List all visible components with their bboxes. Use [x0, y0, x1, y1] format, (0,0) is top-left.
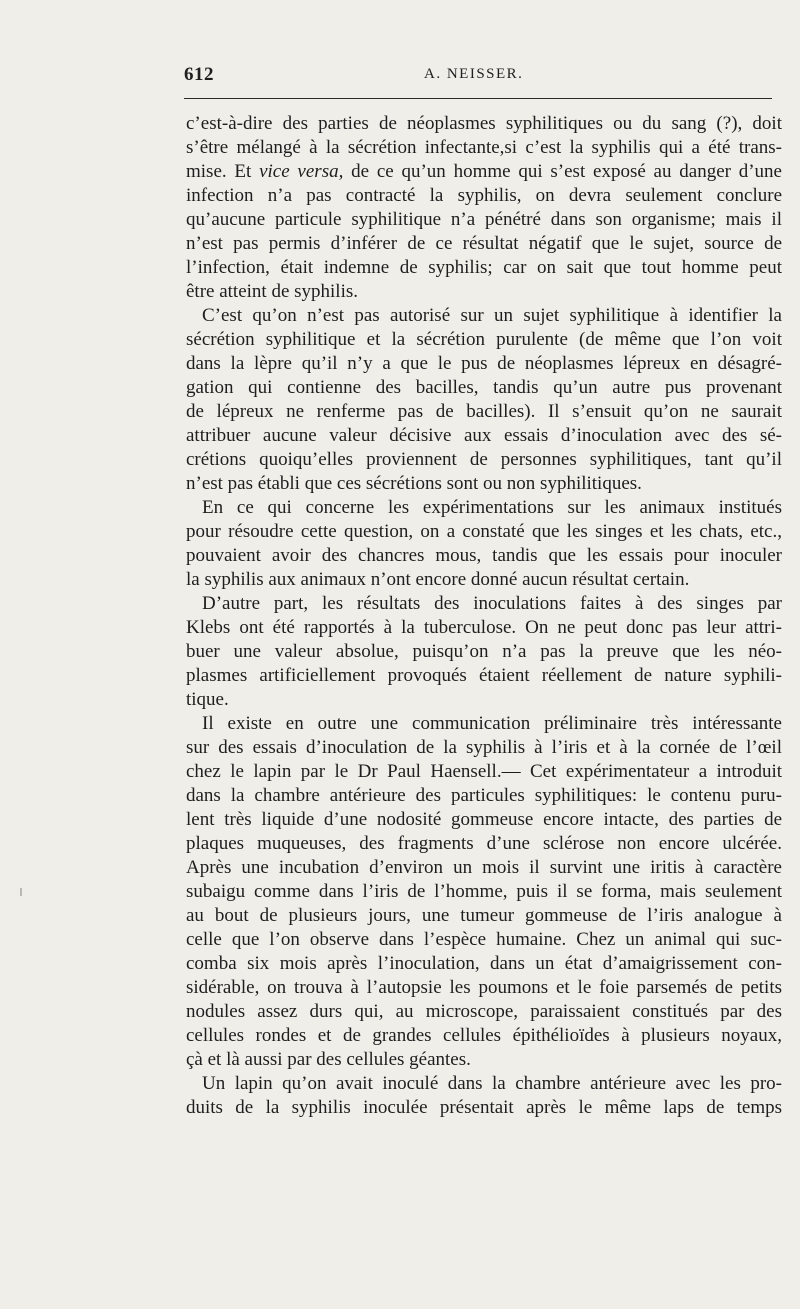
text-line: duits de la syphilis inoculée présentait après le même laps de temps: [186, 1097, 782, 1118]
page-number: 612: [184, 64, 214, 85]
text-line: l’infection, était indemne de syphilis; car on sait que tout homme peut: [186, 257, 782, 278]
text-line: Après une incubation d’environ un mois il survint une iritis à caractère: [186, 857, 782, 878]
text-line: c’est-à-dire des parties de néoplasmes syphilitiques ou du sang (?), doit: [186, 113, 782, 134]
text-line: plaques muqueuses, des fragments d’une sclérose non encore ulcérée.: [186, 833, 782, 854]
italic-phrase: vice versa,: [259, 161, 344, 182]
text-line: comba six mois après l’inoculation, dans un état d’amaigrissement con-: [186, 953, 782, 974]
text-line: buer une valeur absolue, puisqu’on n’a pas la preuve que les néo-: [186, 641, 782, 662]
text-line: dans la chambre antérieure des particules syphilitiques: le contenu puru-: [186, 785, 782, 806]
text-line: En ce qui concerne les expérimentations sur les animaux institués: [202, 497, 782, 518]
text-line: pouvaient avoir des chancres mous, tandis que les essais pour inoculer: [186, 545, 782, 566]
text-line: de lépreux ne renferme pas de bacilles). Il s’ensuit qu’on ne saurait: [186, 401, 782, 422]
text-line: tique.: [186, 689, 229, 710]
text-line: nodules assez durs qui, au microscope, paraissaient constitués par des: [186, 1001, 782, 1022]
text-line: n’est pas permis d’inférer de ce résultat négatif que le sujet, source de: [186, 233, 782, 254]
text-line: [186, 160, 782, 184]
text-line: chez le lapin par le Dr Paul Haensell.— Cet expérimentateur a introduit: [186, 761, 782, 782]
text-line: être atteint de syphilis.: [186, 281, 359, 302]
text-line: la syphilis aux animaux n’ont encore donné aucun résultat certain.: [186, 569, 690, 590]
text-line: gation qui contienne des bacilles, tandis qu’un autre pus provenant: [186, 377, 782, 398]
text-line: Klebs ont été rapportés à la tuberculose. On ne peut donc pas leur attri-: [186, 617, 782, 638]
text-segment: mise. Et: [186, 161, 260, 182]
text-line: sidérable, on trouva à l’autopsie les poumons et le foie parsemés de petits: [186, 977, 782, 998]
text-line: crétions quoiqu’elles proviennent de personnes syphilitiques, tant qu’il: [186, 449, 782, 470]
text-line: au bout de plusieurs jours, une tumeur gommeuse de l’iris analogue à: [186, 905, 782, 926]
header-rule: [184, 98, 772, 99]
text-line: plasmes artificiellement provoqués étaient réellement de nature syphili-: [186, 665, 782, 686]
text-line: Il existe en outre une communication préliminaire très intéressante: [202, 713, 782, 734]
text-segment: de ce qu’un homme qui s’est exposé au danger d’une: [343, 161, 782, 182]
text-line: attribuer aucune valeur décisive aux essais d’inoculation avec des sé-: [186, 425, 782, 446]
text-line: lent très liquide d’une nodosité gommeuse encore intacte, des parties de: [186, 809, 782, 830]
text-line: dans la lèpre qu’il n’y a que le pus de néoplasmes lépreux en désagré-: [186, 353, 782, 374]
text-line: s’être mélangé à la sécrétion infectante,si c’est la syphilis qui a été trans-: [186, 137, 782, 158]
text-line: cellules rondes et de grandes cellules épithélioïdes à plusieurs noyaux,: [186, 1025, 782, 1046]
text-line: Un lapin qu’on avait inoculé dans la chambre antérieure avec les pro-: [202, 1073, 782, 1094]
running-head: A. NEISSER.: [424, 66, 524, 82]
text-line: sécrétion syphilitique et la sécrétion purulente (de même que l’on voit: [186, 329, 782, 350]
text-line: celle que l’on observe dans l’espèce humaine. Chez un animal qui suc-: [186, 929, 782, 950]
paper-speck: [20, 888, 22, 896]
text-line: n’est pas établi que ces sécrétions sont ou non syphilitiques.: [186, 473, 642, 494]
text-line: çà et là aussi par des cellules géantes.: [186, 1049, 471, 1070]
text-line: pour résoudre cette question, on a constaté que les singes et les chats, etc.,: [186, 521, 782, 542]
text-line: subaigu comme dans l’iris de l’homme, puis il se forma, mais seulement: [186, 881, 782, 902]
text-line: C’est qu’on n’est pas autorisé sur un sujet syphilitique à identifier la: [202, 305, 782, 326]
text-line: qu’aucune particule syphilitique n’a pénétré dans son organisme; mais il: [186, 209, 782, 230]
text-line: infection n’a pas contracté la syphilis, on devra seulement conclure: [186, 185, 782, 206]
text-line: sur des essais d’inoculation de la syphilis à l’iris et à la cornée de l’œil: [186, 737, 782, 758]
body-text: [186, 112, 782, 1120]
page-header: [184, 64, 780, 86]
text-line: D’autre part, les résultats des inoculations faites à des singes par: [202, 593, 782, 614]
